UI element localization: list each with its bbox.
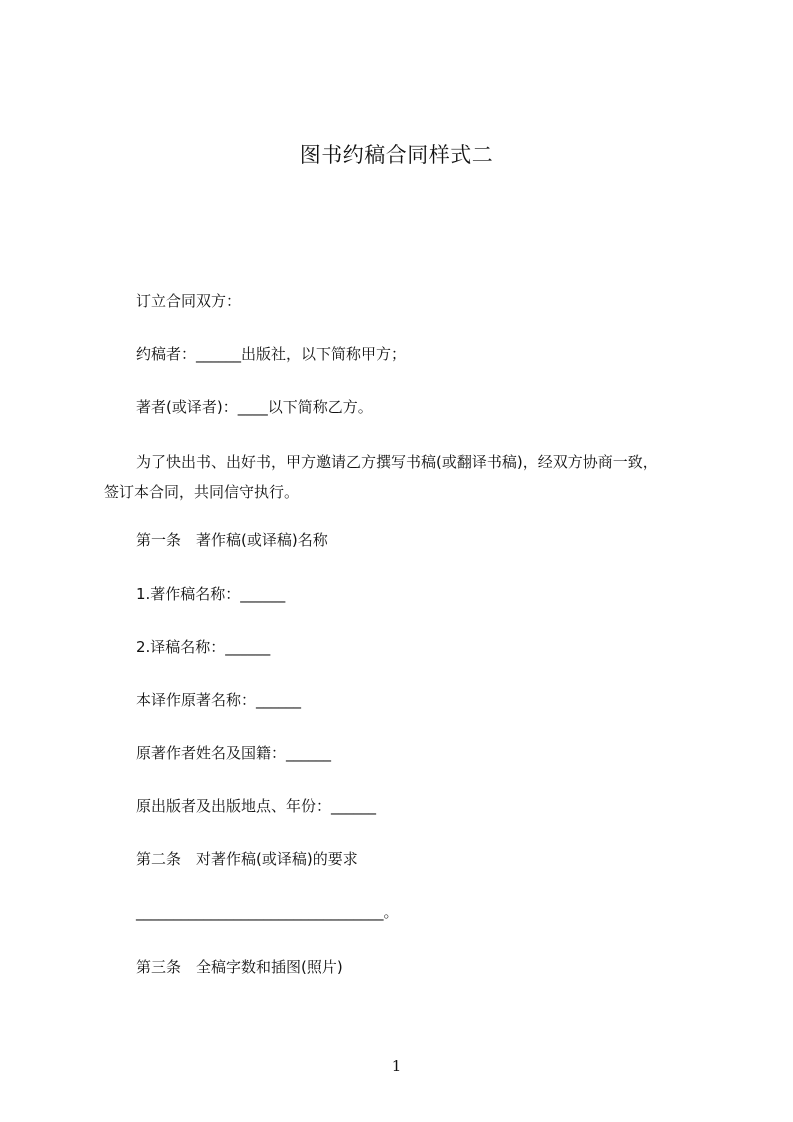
article-1-item: 本译作原著名称：______: [136, 691, 302, 709]
article-1-item: 1.著作稿名称：______: [136, 585, 286, 603]
preamble-paragraph: [104, 447, 704, 507]
article-1-item: 原出版者及出版地点、年份：______: [136, 797, 377, 815]
article-1-item: 2.译稿名称：______: [136, 638, 271, 656]
article-3-heading: 第三条 全稿字数和插图(照片): [136, 958, 343, 976]
document-title: 图书约稿合同样式二: [299, 143, 494, 167]
parties-heading: 订立合同双方：: [136, 292, 242, 310]
author-line: 著者(或译者)：____以下简称乙方。: [136, 398, 373, 416]
article-2-blank-line: _________________________________。: [136, 903, 399, 921]
page-number: 1: [391, 1057, 402, 1075]
article-2-heading: 第二条 对著作稿(或译稿)的要求: [136, 850, 358, 868]
preamble-line-1: 为了快出书、出好书，甲方邀请乙方撰写书稿(或翻译书稿)，经双方协商一致，: [136, 453, 658, 471]
commissioner-line: 约稿者：______出版社，以下简称甲方；: [136, 345, 407, 363]
article-1-heading: 第一条 著作稿(或译稿)名称: [136, 531, 328, 549]
preamble-line-2: 签订本合同，共同信守执行。: [104, 483, 300, 501]
article-1-item: 原著作者姓名及国籍：______: [136, 744, 332, 762]
